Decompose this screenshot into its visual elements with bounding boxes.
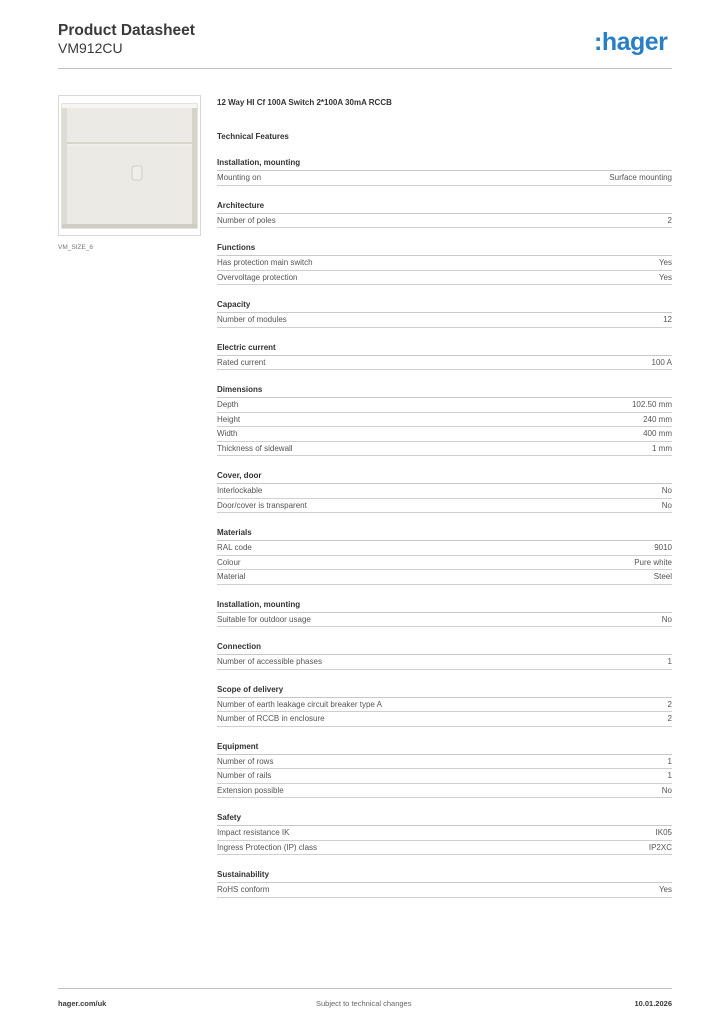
spec-label: Number of poles xyxy=(217,215,276,225)
spec-label: Height xyxy=(217,414,241,424)
spec-section xyxy=(217,869,672,898)
page-title: Product Datasheet xyxy=(58,22,195,39)
spec-row xyxy=(217,541,672,556)
spec-value: 1 xyxy=(667,657,672,666)
section-title: Sustainability xyxy=(217,869,672,883)
spec-section xyxy=(217,384,672,456)
spec-value: Steel xyxy=(653,572,672,581)
spec-value: IP2XC xyxy=(648,842,672,852)
section-title: Equipment xyxy=(217,741,672,755)
logo-text: :hager xyxy=(594,27,668,56)
spec-sections xyxy=(217,157,672,898)
spec-value: 1 xyxy=(667,756,672,766)
spec-value: Yes xyxy=(658,885,672,894)
technical-features-heading: Technical Features xyxy=(217,132,289,141)
spec-value: Pure white xyxy=(634,557,672,567)
spec-label: Number of accessible phases xyxy=(217,657,322,666)
spec-value: No xyxy=(661,614,672,624)
spec-label: Width xyxy=(217,429,238,438)
spec-row xyxy=(217,613,672,628)
spec-label: Ingress Protection (IP) class xyxy=(217,842,318,852)
spec-label: Depth xyxy=(217,400,239,409)
spec-row xyxy=(217,442,672,457)
image-caption: VM_SIZE_6 xyxy=(58,244,94,251)
spec-section xyxy=(217,812,672,855)
header-divider xyxy=(58,68,672,69)
spec-value: 100 A xyxy=(651,357,672,367)
section-title: Functions xyxy=(217,242,672,256)
spec-value: 2 xyxy=(667,699,672,709)
spec-content xyxy=(217,97,672,898)
spec-value: Surface mounting xyxy=(609,173,672,182)
spec-label: Number of rows xyxy=(217,756,274,766)
spec-value: 1 mm xyxy=(652,443,672,453)
spec-label: Number of RCCB in enclosure xyxy=(217,714,325,723)
spec-section xyxy=(217,157,672,186)
spec-section xyxy=(217,299,672,328)
spec-section xyxy=(217,684,672,727)
footer-disclaimer: Subject to technical changes xyxy=(316,999,412,1008)
spec-value: 102.50 mm xyxy=(631,400,672,409)
spec-label: RAL code xyxy=(217,543,252,552)
section-title: Safety xyxy=(217,812,672,826)
spec-label: Has protection main switch xyxy=(217,258,313,267)
spec-row xyxy=(217,769,672,784)
spec-label: Impact resistance IK xyxy=(217,828,290,837)
spec-label: Overvoltage protection xyxy=(217,272,298,282)
spec-value: Yes xyxy=(658,272,672,282)
spec-value: Yes xyxy=(658,258,672,267)
section-title: Materials xyxy=(217,527,672,541)
hager-logo xyxy=(594,27,667,57)
section-title: Dimensions xyxy=(217,384,672,398)
spec-value: No xyxy=(661,500,672,510)
section-title: Installation, mounting xyxy=(217,599,672,613)
spec-row xyxy=(217,826,672,841)
spec-label: Number of rails xyxy=(217,771,272,780)
spec-value: 12 xyxy=(663,315,672,324)
product-image xyxy=(58,95,201,236)
spec-row xyxy=(217,841,672,856)
spec-label: Interlockable xyxy=(217,486,263,495)
spec-row xyxy=(217,883,672,898)
spec-row xyxy=(217,271,672,286)
spec-label: Suitable for outdoor usage xyxy=(217,614,311,624)
section-title: Capacity xyxy=(217,299,672,313)
spec-label: Door/cover is transparent xyxy=(217,500,307,510)
spec-row xyxy=(217,484,672,499)
spec-label: Thickness of sidewall xyxy=(217,443,293,453)
spec-row xyxy=(217,398,672,413)
section-title: Architecture xyxy=(217,200,672,214)
spec-row xyxy=(217,784,672,799)
spec-label: RoHS conform xyxy=(217,885,270,894)
spec-label: Rated current xyxy=(217,357,266,367)
spec-section xyxy=(217,242,672,285)
spec-value: 9010 xyxy=(654,543,672,552)
section-title: Cover, door xyxy=(217,470,672,484)
spec-section xyxy=(217,599,672,628)
spec-section xyxy=(217,470,672,513)
spec-section xyxy=(217,342,672,371)
spec-value: 2 xyxy=(667,215,672,225)
section-title: Scope of delivery xyxy=(217,684,672,698)
consumer-unit-illustration xyxy=(59,96,200,235)
spec-row xyxy=(217,556,672,571)
footer-date: 10.01.2026 xyxy=(634,999,672,1008)
spec-value: No xyxy=(661,785,672,795)
spec-label: Material xyxy=(217,572,246,581)
spec-section xyxy=(217,641,672,670)
spec-row xyxy=(217,356,672,371)
spec-row xyxy=(217,698,672,713)
spec-section xyxy=(217,200,672,229)
section-title: Electric current xyxy=(217,342,672,356)
footer-website: hager.com/uk xyxy=(58,999,107,1008)
spec-row xyxy=(217,499,672,514)
spec-label: Mounting on xyxy=(217,173,262,182)
spec-row xyxy=(217,313,672,328)
section-title: Installation, mounting xyxy=(217,157,672,171)
spec-row xyxy=(217,214,672,229)
product-code: VM912CU xyxy=(58,40,123,56)
spec-row xyxy=(217,655,672,670)
spec-value: IK05 xyxy=(655,828,672,837)
spec-row xyxy=(217,171,672,186)
spec-section xyxy=(217,741,672,799)
spec-value: 1 xyxy=(667,771,672,780)
product-description: 12 Way HI Cf 100A Switch 2*100A 30mA RCCB xyxy=(217,98,392,107)
spec-row xyxy=(217,256,672,271)
spec-value: 240 mm xyxy=(643,414,672,424)
spec-value: No xyxy=(661,486,672,495)
spec-row xyxy=(217,413,672,428)
spec-row xyxy=(217,427,672,442)
footer-divider xyxy=(58,988,672,989)
spec-label: Number of modules xyxy=(217,315,287,324)
spec-row xyxy=(217,755,672,770)
spec-label: Extension possible xyxy=(217,785,284,795)
section-title: Connection xyxy=(217,641,672,655)
spec-row xyxy=(217,712,672,727)
spec-label: Colour xyxy=(217,557,241,567)
spec-row xyxy=(217,570,672,585)
spec-value: 400 mm xyxy=(643,429,672,438)
spec-section xyxy=(217,527,672,585)
spec-value: 2 xyxy=(667,714,672,723)
spec-label: Number of earth leakage circuit breaker type A xyxy=(217,699,382,709)
